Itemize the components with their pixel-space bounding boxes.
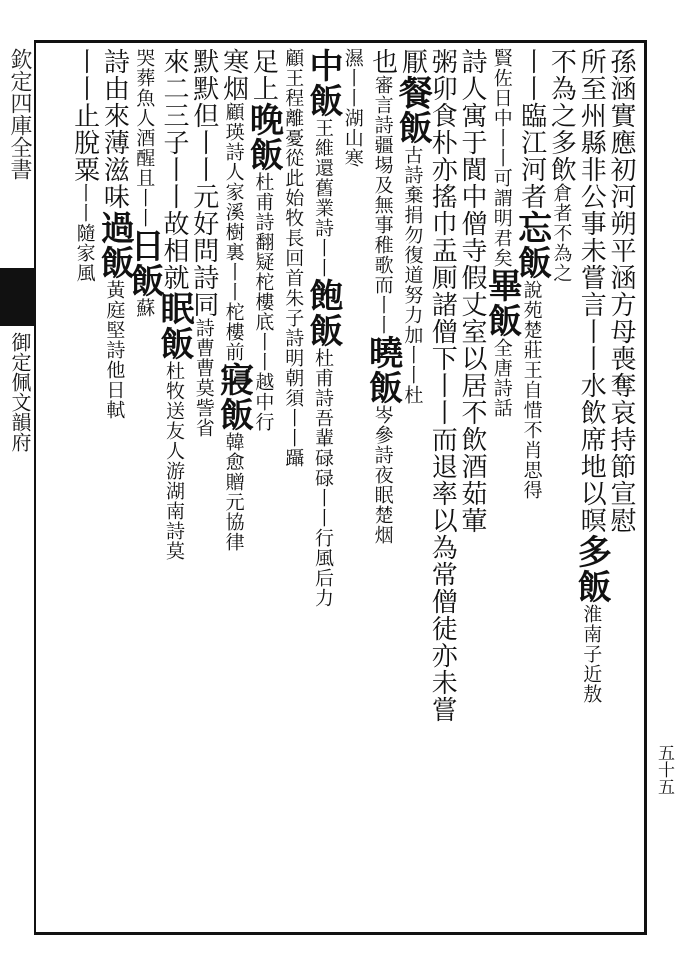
entry-headword: 晚飯 [243, 102, 284, 172]
annotation-text: 韓愈贈元協律 [222, 432, 245, 552]
annotation-text: 古詩棄捐勿復道努力加丨丨 [401, 145, 424, 385]
body-text: 丨丨止脫粟 [69, 48, 100, 183]
annotation-text: 王維還舊業詩丨丨 [312, 118, 334, 278]
body-text: 也 [367, 48, 398, 75]
annotation-text: 全唐詩話 [490, 338, 513, 418]
page-number: 五十五 [654, 744, 674, 795]
annotation-text: 軾 [103, 400, 126, 420]
text-column [425, 48, 459, 723]
text-column [154, 48, 194, 561]
annotation-text: 顧王程離憂從此始 [282, 48, 305, 208]
text-column [213, 48, 254, 552]
annotation-text: 杜 [401, 385, 424, 405]
annotation-text: 杜牧送友人游湖南詩莫 [163, 361, 185, 561]
annotation-text: 詩曹曹莫訾省 [192, 318, 215, 438]
entry-headword: 日飯 [124, 228, 165, 298]
entry-headword: 多飯 [571, 534, 612, 604]
body-text: 寒烟 [218, 48, 249, 102]
annotation-text: 賢佐日中丨丨可謂明君矣 [490, 48, 513, 268]
annotation-text: 杜甫詩吾輩碌碌丨丨行風后力 [312, 348, 334, 608]
annotation-text: 濕丨丨湖山寒 [341, 48, 364, 168]
text-column [362, 48, 403, 545]
annotation-text: 杜甫詩翻疑柁樓底丨丨越中行 [252, 172, 275, 432]
body-text: 來二三子丨丨故相就 [159, 48, 189, 291]
annotation-text: 審言詩疆埸及無事稚歌而丨丨 [371, 75, 394, 335]
annotation-text: 淮南子近敖 [580, 604, 603, 704]
annotation-text: 倉者不為之 [550, 183, 573, 283]
margin-series-title: 欽定四庫全書 [7, 48, 32, 180]
annotation-text: 牧長回首朱子詩明朝須丨丨躡 [282, 208, 305, 468]
text-column [68, 48, 102, 283]
annotation-text: 說苑楚莊王自惜不肖思得 [520, 280, 543, 500]
text-column [303, 48, 343, 608]
frame-bottom-rule [34, 932, 646, 935]
margin-fishtail-mark [0, 268, 34, 326]
entry-headword: 眠飯 [154, 291, 194, 361]
entry-headword: 寢飯 [213, 362, 254, 432]
body-text: 厭 [397, 48, 428, 75]
body-text: 孫涵實應初河朔平涵方母喪奪哀持節宣慰 [606, 48, 636, 534]
frame-top-rule [34, 40, 646, 43]
entry-headword: 飽飯 [303, 278, 343, 348]
annotation-text: 顧瑛詩人家溪樹裏丨丨柁樓前 [222, 102, 245, 362]
body-text: 詩由來薄滋味 [99, 48, 130, 210]
entry-headword: 過飯 [94, 210, 135, 280]
entry-headword: 曉飯 [362, 335, 403, 405]
annotation-text: 岑參詩夜眠楚烟 [371, 405, 394, 545]
annotation-text: 蘇 [133, 298, 156, 318]
annotation-text: 丨丨隨家風 [73, 183, 96, 283]
entry-headword: 忘飯 [511, 210, 552, 280]
text-column [187, 48, 221, 438]
frame-right-rule [644, 40, 647, 935]
text-column [571, 48, 612, 704]
body-text: 詩人寓于閬中僧寺假丈室以居不飲酒茹葷 [457, 48, 487, 534]
body-text: 所至州縣非公事未嘗言丨丨水飲席地以暝 [576, 48, 607, 534]
entry-headword: 畢飯 [481, 268, 522, 338]
entry-headword: 中飯 [303, 48, 343, 118]
margin-book-title: 御定佩文韻府 [8, 332, 32, 452]
body-text: 粥卯食朴亦搖巾盂厠諸僧下丨丨而退率以為常僧徒亦未嘗 [427, 48, 458, 723]
text-column [481, 48, 522, 418]
annotation-text: 黃庭堅詩他日 [103, 280, 126, 400]
body-text: 默默但丨丨元好問詩同 [188, 48, 219, 318]
body-text: 不為之多飲 [546, 48, 577, 183]
text-column [604, 48, 638, 534]
entry-headword: 餐飯 [392, 75, 433, 145]
text-column [94, 48, 135, 420]
annotation-text: 哭葬魚人酒醒且丨丨 [133, 48, 156, 228]
body-text: 丨丨臨江河者 [516, 48, 547, 210]
body-text: 足上 [248, 48, 279, 102]
text-column [455, 48, 489, 534]
